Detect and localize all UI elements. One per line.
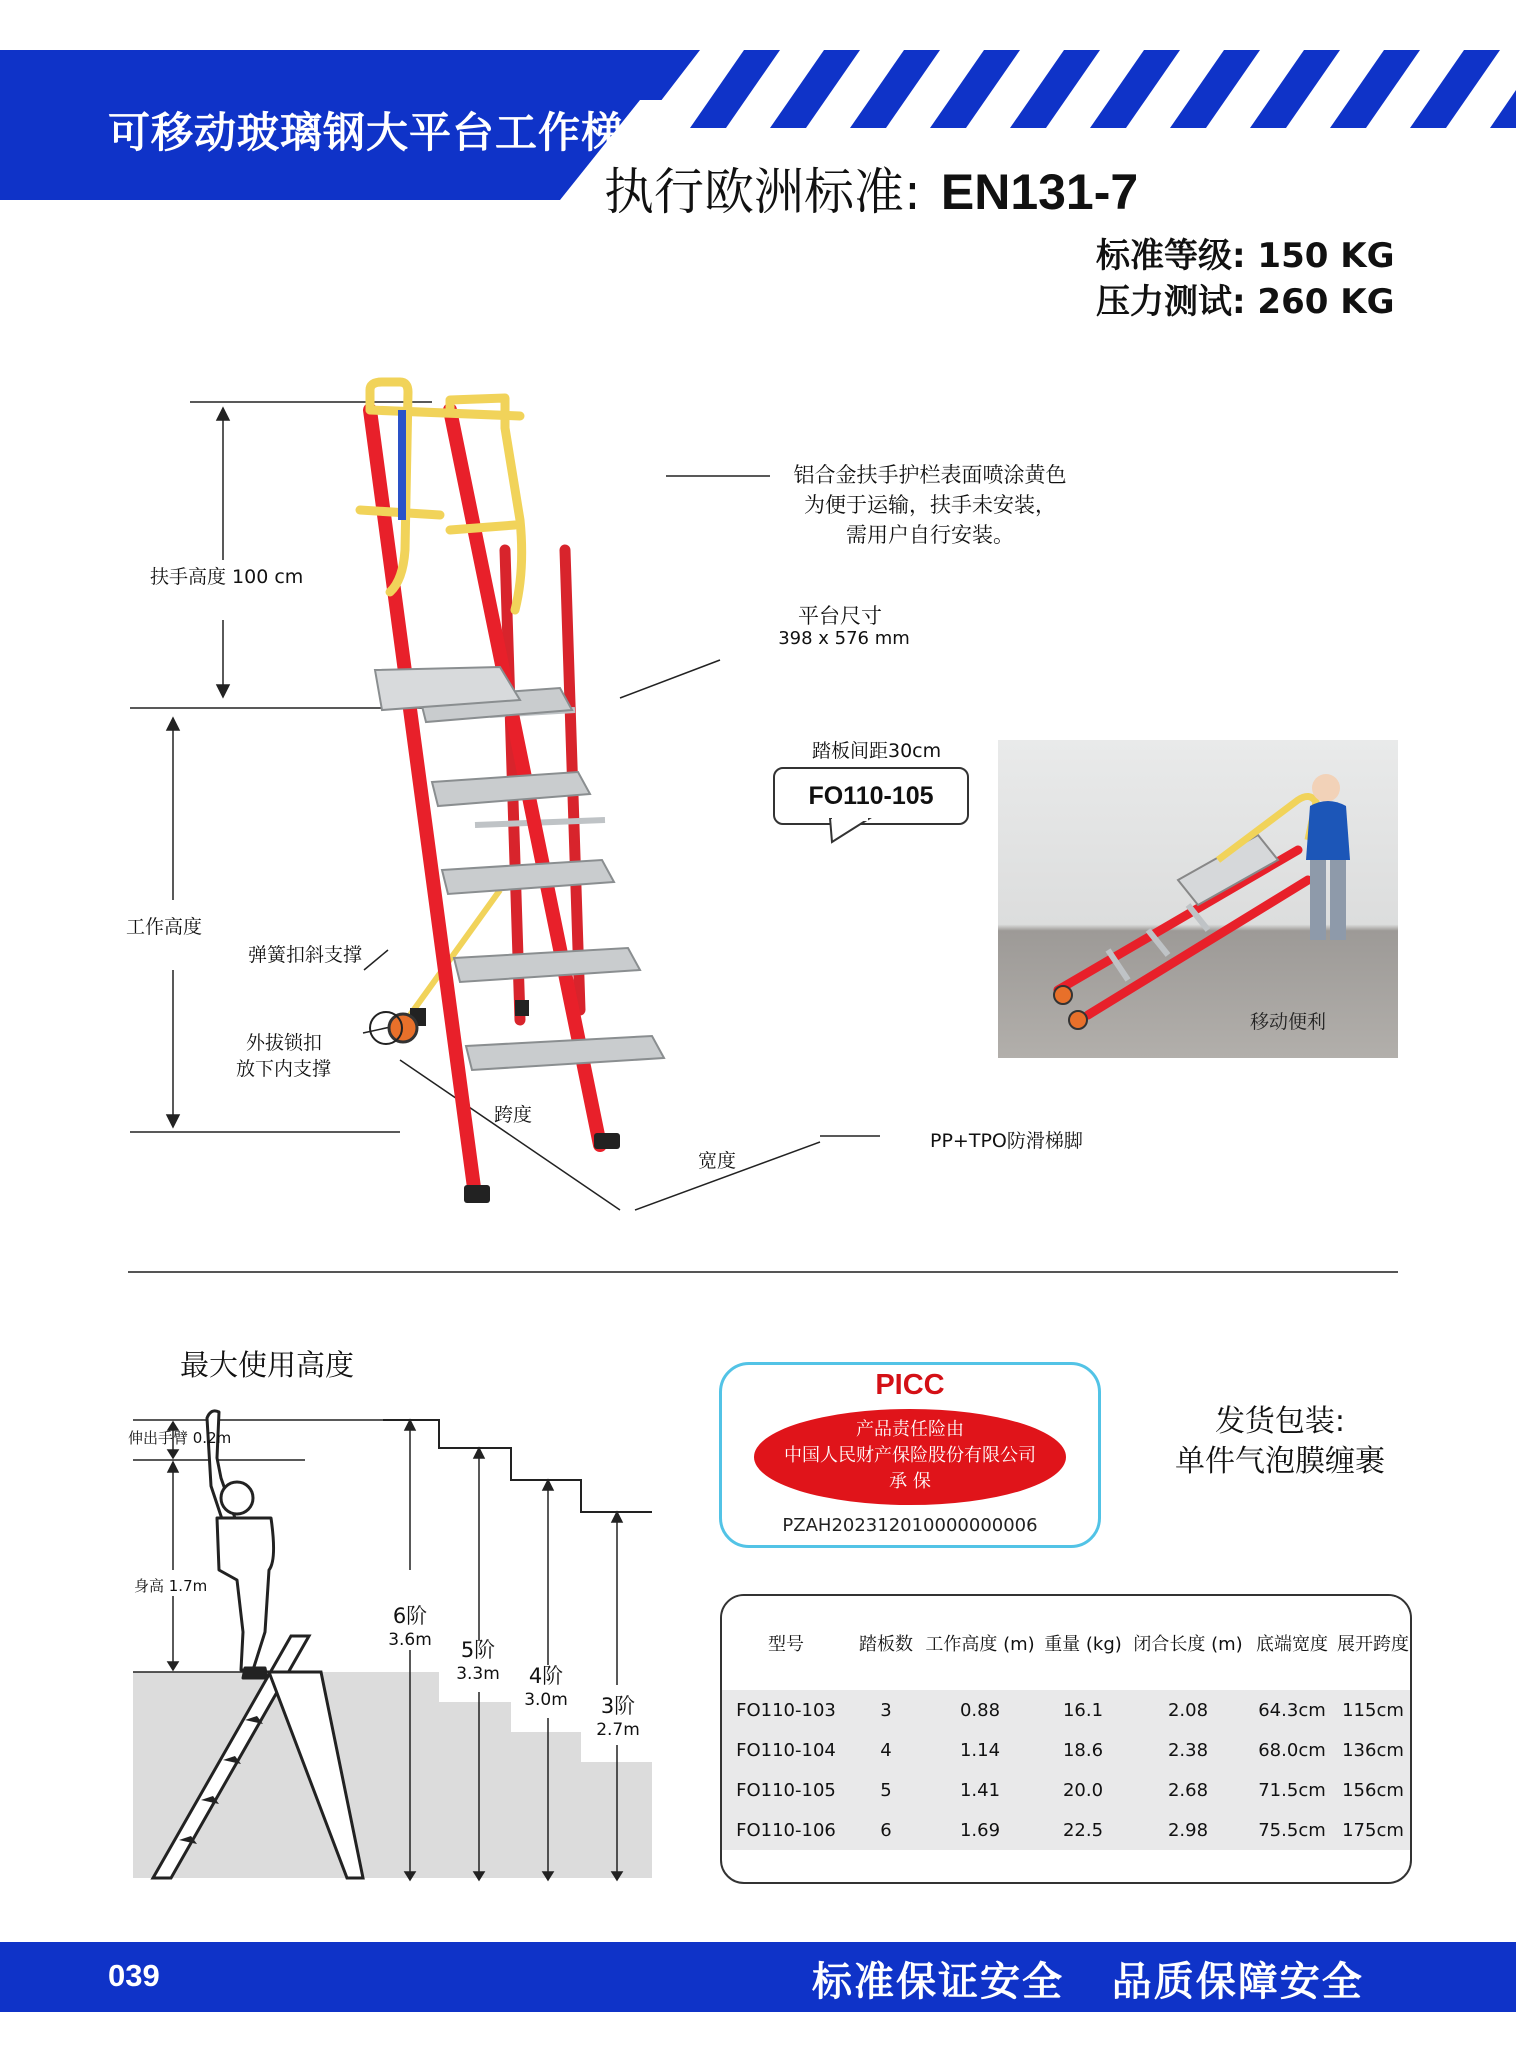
table-row: FO110-103 3 0.88 16.1 2.08 64.3cm 115cm: [722, 1690, 1410, 1730]
max-height-title: 最大使用高度: [180, 1348, 355, 1382]
feet-label: PP+TPO防滑梯脚: [930, 1130, 1083, 1152]
standard-label: 执行欧洲标准:: [604, 163, 921, 221]
standard-code: EN131-7: [940, 164, 1139, 220]
table-header-row: 型号 踏板数 工作高度 (m) 重量 (kg) 闭合长度 (m) 底端宽度 展开跨度: [722, 1596, 1410, 1690]
step-4-label: 4阶 3.0m: [524, 1664, 568, 1710]
callout-tail: [826, 818, 876, 844]
mobility-photo: [998, 740, 1398, 1058]
working-height-label: 工作高度: [126, 916, 203, 938]
lock-pull-label-2: 放下内支撑: [236, 1058, 332, 1080]
body-height-label: 身高 1.7m: [134, 1577, 208, 1595]
spring-brace-label: 弹簧扣斜支撑: [248, 944, 363, 966]
page-number: 039: [108, 1958, 160, 1993]
lock-pull-label-1: 外拔锁扣: [246, 1032, 323, 1054]
standard-line: [604, 152, 1138, 224]
table-row: FO110-104 4 1.14 18.6 2.38 68.0cm 136cm: [722, 1730, 1410, 1770]
footer-slogan: 标准保证安全 品质保障安全: [812, 1958, 1364, 2005]
step-spacing-label: 踏板间距30cm: [812, 740, 942, 762]
span-label: 跨度: [494, 1104, 533, 1126]
pressure-test-text: 压力测试: 260 KG: [1096, 282, 1395, 322]
table-row: FO110-106 6 1.69 22.5 2.98 75.5cm 175cm: [722, 1810, 1410, 1850]
handrail-note: 铝合金扶手护栏表面喷涂黄色 为便于运输，扶手未安装， 需用户自行安装。: [793, 463, 1067, 547]
section-divider: [128, 1271, 1398, 1273]
shipping-value: 单件气泡膜缠裹: [1175, 1444, 1385, 1479]
picc-insurance-badge: [719, 1362, 1101, 1548]
shipping-label: 发货包装:: [1214, 1404, 1346, 1439]
handrail-height-label: 扶手高度 100 cm: [150, 566, 304, 588]
spec-table: [720, 1594, 1412, 1884]
arm-reach-label: 伸出手臂 0.2m: [128, 1429, 232, 1447]
table-row: FO110-105 5 1.41 20.0 2.68 71.5cm 156cm: [722, 1770, 1410, 1810]
photo-caption: 移动便利: [1249, 1011, 1326, 1033]
page-title: 可移动玻璃钢大平台工作梯: [108, 108, 625, 157]
platform-size-label: 平台尺寸: [798, 604, 882, 628]
platform-size-value: 398 x 576 mm: [778, 628, 910, 649]
picc-oval: 产品责任险由 中国人民财产保险股份有限公司 承 保: [754, 1409, 1066, 1505]
width-label: 宽度: [698, 1150, 737, 1172]
header-stripes: [640, 50, 1516, 128]
picc-brand: PICC: [875, 1369, 945, 1401]
step-3-label: 3阶 2.7m: [596, 1694, 640, 1740]
model-callout: FO110-105: [773, 767, 969, 825]
rating-text: 标准等级: 150 KG: [1096, 236, 1395, 276]
step-6-label: 6阶 3.6m: [388, 1604, 432, 1650]
policy-number: PZAH202312010000000006: [782, 1515, 1038, 1536]
step-5-label: 5阶 3.3m: [456, 1638, 500, 1684]
